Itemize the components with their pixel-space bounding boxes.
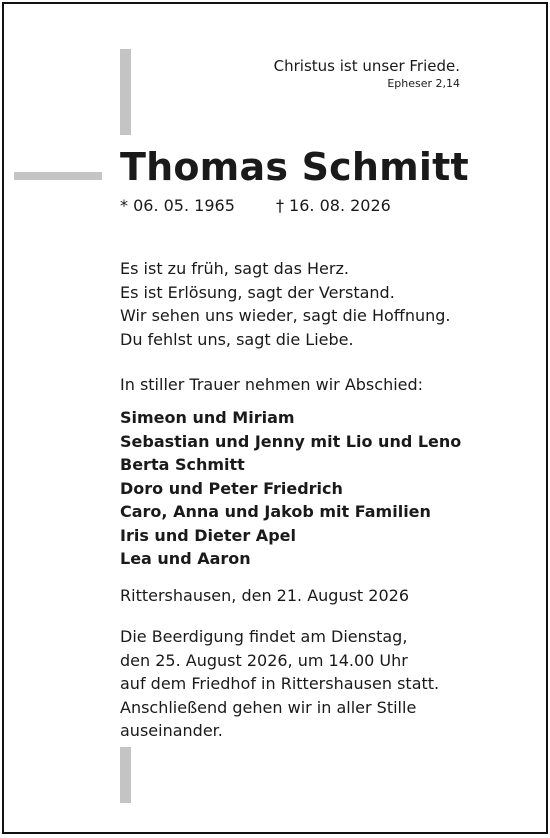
poem-line: Es ist zu früh, sagt das Herz. <box>120 259 349 278</box>
cross-horizontal <box>14 172 102 180</box>
poem <box>120 257 451 351</box>
deceased-name: Thomas Schmitt <box>120 145 469 189</box>
poem-line: Wir sehen uns wieder, sagt die Hoffnung. <box>120 306 451 325</box>
funeral-line: den 25. August 2026, um 14.00 Uhr <box>120 650 408 670</box>
cross-vertical-top <box>120 49 131 135</box>
death-date: † 16. 08. 2026 <box>275 196 391 215</box>
mourner-entry: Simeon und Miriam <box>120 408 295 427</box>
verse-text: Christus ist unser Friede. <box>273 57 460 75</box>
birth-date: * 06. 05. 1965 <box>120 196 235 215</box>
mourner-entry: Berta Schmitt <box>120 455 245 474</box>
funeral-line: Anschließend gehen wir in aller Stille <box>120 697 417 717</box>
place-and-date: Rittershausen, den 21. August 2026 <box>120 586 409 605</box>
cross-vertical-bottom <box>120 747 131 803</box>
mourner-entry: Iris und Dieter Apel <box>120 525 296 545</box>
verse-reference: Epheser 2,14 <box>387 77 460 90</box>
mourner-entry: Sebastian und Jenny mit Lio und Leno <box>120 431 462 451</box>
life-dates <box>120 196 391 216</box>
mourners-list <box>120 406 461 571</box>
bible-verse <box>274 57 460 91</box>
obituary-card <box>2 2 548 834</box>
poem-line: Es ist Erlösung, sagt der Verstand. <box>120 282 395 302</box>
funeral-line: auf dem Friedhof in Rittershausen statt. <box>120 674 440 693</box>
mourner-entry: Doro und Peter Friedrich <box>120 478 343 498</box>
mourning-intro: In stiller Trauer nehmen wir Abschied: <box>120 375 424 394</box>
poem-line: Du fehlst uns, sagt die Liebe. <box>120 329 354 349</box>
funeral-line: auseinander. <box>120 721 223 740</box>
funeral-line: Die Beerdigung findet am Dienstag, <box>120 627 408 646</box>
mourner-entry: Lea und Aaron <box>120 549 251 568</box>
funeral-notice <box>120 625 439 743</box>
mourner-entry: Caro, Anna und Jakob mit Familien <box>120 502 431 521</box>
